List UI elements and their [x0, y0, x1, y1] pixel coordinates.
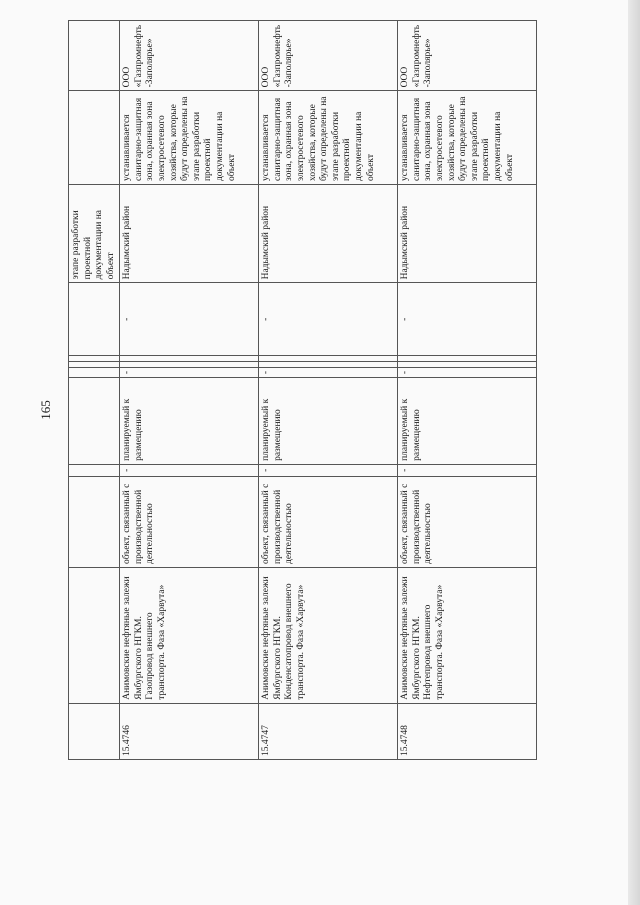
zone-description: устанавливается санитарно-защитная зона, охранная зона электросетевого хозяйства, которые будут определены на этапе разработки проектной документации на объект	[120, 91, 259, 185]
table-cell	[69, 567, 120, 703]
zone-description: устанавливается санитарно-защитная зона, охранная зона электросетевого хозяйства, которые будут определены на этапе разработки проектной документации на объект	[398, 91, 537, 185]
row-number: 15.4746	[120, 703, 259, 759]
table-cell	[69, 367, 120, 378]
object-name: Анимовские нефтяные залежи Ямбургского НГКМ. Газопровод внешнего транспорта. Фаза «Харвута»	[120, 567, 259, 703]
table-cell	[69, 464, 120, 476]
table-cell	[69, 703, 120, 759]
dash-cell: -	[120, 367, 259, 378]
region: Надымский район	[259, 185, 398, 283]
object-type: объект, связанный с производственной деятельностью	[398, 476, 537, 567]
dash-cell: -	[259, 367, 398, 378]
empty-cell	[398, 356, 537, 362]
dash-cell: -	[259, 283, 398, 356]
row-number: 15.4747	[259, 703, 398, 759]
dash-cell: -	[398, 367, 537, 378]
dash-cell: -	[398, 464, 537, 476]
object-name: Анимовские нефтяные залежи Ямбургского НГКМ. Конденсатопровод внешнего транспорта. Фаза «Харвута»	[259, 567, 398, 703]
rotated-landscape-content	[20, 0, 620, 780]
continuation-cell: этапе разработки проектной документации на объект	[69, 185, 120, 283]
row-number: 15.4748	[398, 703, 537, 759]
table-cell	[69, 21, 120, 91]
dash-cell: -	[398, 283, 537, 356]
object-type: объект, связанный с производственной деятельностью	[120, 476, 259, 567]
object-type: объект, связанный с производственной деятельностью	[259, 476, 398, 567]
author-organization: ООО «Газпромнефть-Заполярье»	[120, 21, 259, 91]
region: Надымский район	[120, 185, 259, 283]
zone-description: устанавливается санитарно-защитная зона, охранная зона электросетевого хозяйства, которые будут определены на этапе разработки проектной документации на объект	[259, 91, 398, 185]
dash-cell: -	[120, 283, 259, 356]
empty-cell	[120, 356, 259, 362]
table-row	[120, 21, 259, 760]
empty-cell	[259, 361, 398, 367]
empty-cell	[259, 356, 398, 362]
table-cell	[69, 361, 120, 367]
dash-cell: -	[259, 464, 398, 476]
table-cell	[69, 356, 120, 362]
table-row	[398, 21, 537, 760]
region: Надымский район	[398, 185, 537, 283]
scan-edge-shadow	[628, 0, 640, 905]
object-status: планируемый к размещению	[259, 378, 398, 465]
object-name: Анимовские нефтяные залежи Ямбургского НГКМ. Нефтепровод внешнего транспорта. Фаза «Харвута»	[398, 567, 537, 703]
object-status: планируемый к размещению	[120, 378, 259, 465]
table-cell	[69, 476, 120, 567]
dash-cell: -	[120, 464, 259, 476]
page-number: 165	[38, 400, 53, 420]
author-organization: ООО «Газпромнефть-Заполярье»	[259, 21, 398, 91]
empty-cell	[398, 361, 537, 367]
table-row	[259, 21, 398, 760]
table-row-continuation	[69, 21, 120, 760]
table-cell	[69, 283, 120, 356]
object-status: планируемый к размещению	[398, 378, 537, 465]
author-organization: ООО «Газпромнефть-Заполярье»	[398, 21, 537, 91]
empty-cell	[120, 361, 259, 367]
objects-table	[68, 20, 537, 760]
table-cell	[69, 91, 120, 185]
table-cell	[69, 378, 120, 465]
